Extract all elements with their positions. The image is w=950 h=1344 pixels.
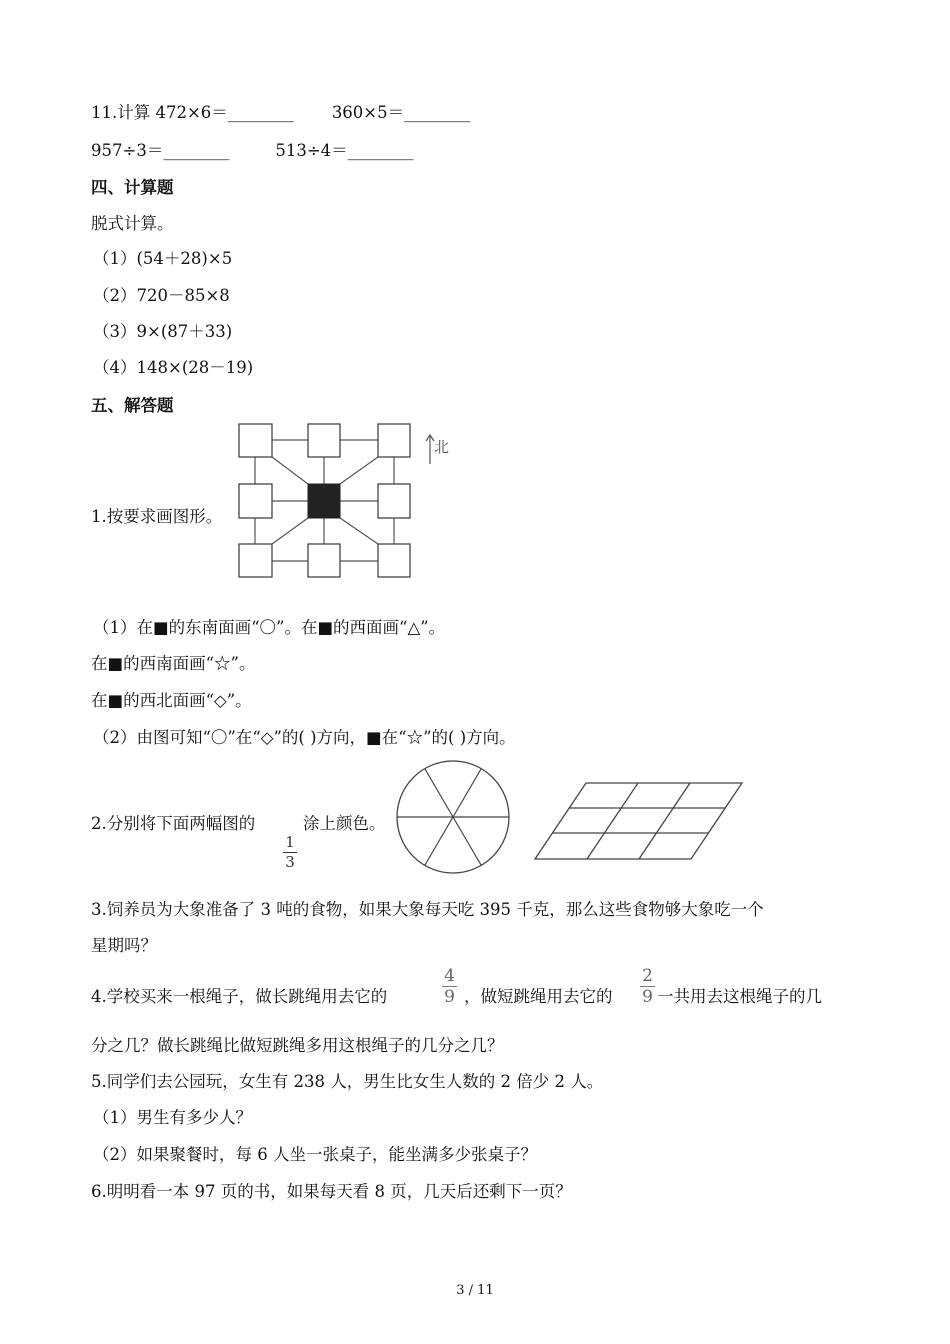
q2-fraction-denominator: 3	[285, 853, 295, 871]
q5-part-2: （2）如果聚餐时，每 6 人坐一张桌子，能坐满多少张桌子？	[93, 1145, 537, 1164]
q1-part-1: （1）在■的东南面画“〇”。在■的西面画“△”。	[93, 618, 446, 637]
grid-box-se	[378, 544, 410, 577]
q1-part-1-line-3: 在■的西北面画“◇”。	[91, 691, 252, 710]
parallelogram-grid-figure	[534, 782, 744, 862]
calc-item-4: （4）148×(28－19)	[93, 358, 254, 377]
q11-calc-c: 957÷3＝________	[91, 141, 230, 160]
q4-text-c: 一共用去这根绳子的几	[657, 987, 822, 1006]
grid-box-ne	[378, 424, 410, 457]
q6-text: 6.明明看一本 97 页的书，如果每天看 8 页，几天后还剩下一页？	[91, 1182, 572, 1201]
q11-calc-b: 360×5＝________	[331, 103, 471, 122]
grid-box-n	[308, 424, 340, 457]
q11-calc-a: 11.计算 472×6＝________	[91, 103, 294, 122]
section-5-heading: 五、解答题	[91, 396, 174, 415]
q4-fraction-2-numerator: 2	[642, 966, 653, 986]
q4-fraction-1-denominator: 9	[444, 987, 455, 1007]
north-label: 北	[434, 438, 450, 456]
q11-line-1	[91, 102, 470, 124]
q5-text: 5.同学们去公园玩，女生有 238 人，男生比女生人数的 2 倍少 2 人。	[91, 1072, 604, 1091]
grid-box-s	[308, 544, 340, 577]
q4-fraction-1-numerator: 4	[444, 966, 455, 986]
q4-text-a: 4.学校买来一根绳子，做长跳绳用去它的	[91, 987, 388, 1006]
grid-box-e	[378, 484, 410, 518]
grid-box-w	[239, 484, 272, 518]
q11-calc-d: 513÷4＝________	[275, 141, 414, 160]
section-4-intro: 脱式计算。	[91, 214, 174, 233]
page-number: 3 / 11	[456, 1283, 494, 1298]
calc-item-1: （1）(54＋28)×5	[93, 249, 233, 268]
q1-part-1-line-2: 在■的西南面画“☆”。	[91, 654, 256, 673]
q1-part-2: （2）由图可知“〇”在“◇”的( )方向，■在“☆”的( )方向。	[93, 728, 516, 747]
direction-grid-figure	[236, 424, 456, 580]
q2-text-a: 2.分别将下面两幅图的	[91, 814, 256, 833]
q2-fraction	[283, 834, 297, 871]
q2-fraction-numerator: 1	[285, 833, 295, 851]
q3-line-2: 星期吗？	[91, 936, 157, 955]
q4-fraction-2-denominator: 9	[642, 987, 653, 1007]
calc-item-3: （3）9×(87＋33)	[93, 322, 233, 341]
q2-text-b: 涂上颜色。	[303, 814, 386, 833]
north-arrow-icon	[426, 435, 434, 464]
q4-text-b: ，做短跳绳用去它的	[464, 987, 613, 1006]
q4-fraction-1	[442, 967, 457, 1006]
q1-text: 1.按要求画图形。	[91, 507, 223, 526]
calc-item-2: （2）720－85×8	[93, 286, 230, 305]
grid-box-sw	[239, 544, 272, 577]
q11-line-2	[91, 140, 414, 162]
circle-divided-six-figure	[394, 759, 512, 877]
q5-part-1: （1）男生有多少人？	[93, 1108, 252, 1127]
section-4-heading: 四、计算题	[91, 178, 174, 197]
center-black-square	[308, 484, 340, 518]
q3-line-1: 3.饲养员为大象准备了 3 吨的食物，如果大象每天吃 395 千克，那么这些食物够大象吃一个	[91, 900, 764, 919]
q4-fraction-2	[640, 967, 655, 1006]
grid-box-nw	[239, 424, 272, 457]
q4-line-2: 分之几？做长跳绳比做短跳绳多用这根绳子的几分之几？	[91, 1036, 504, 1055]
